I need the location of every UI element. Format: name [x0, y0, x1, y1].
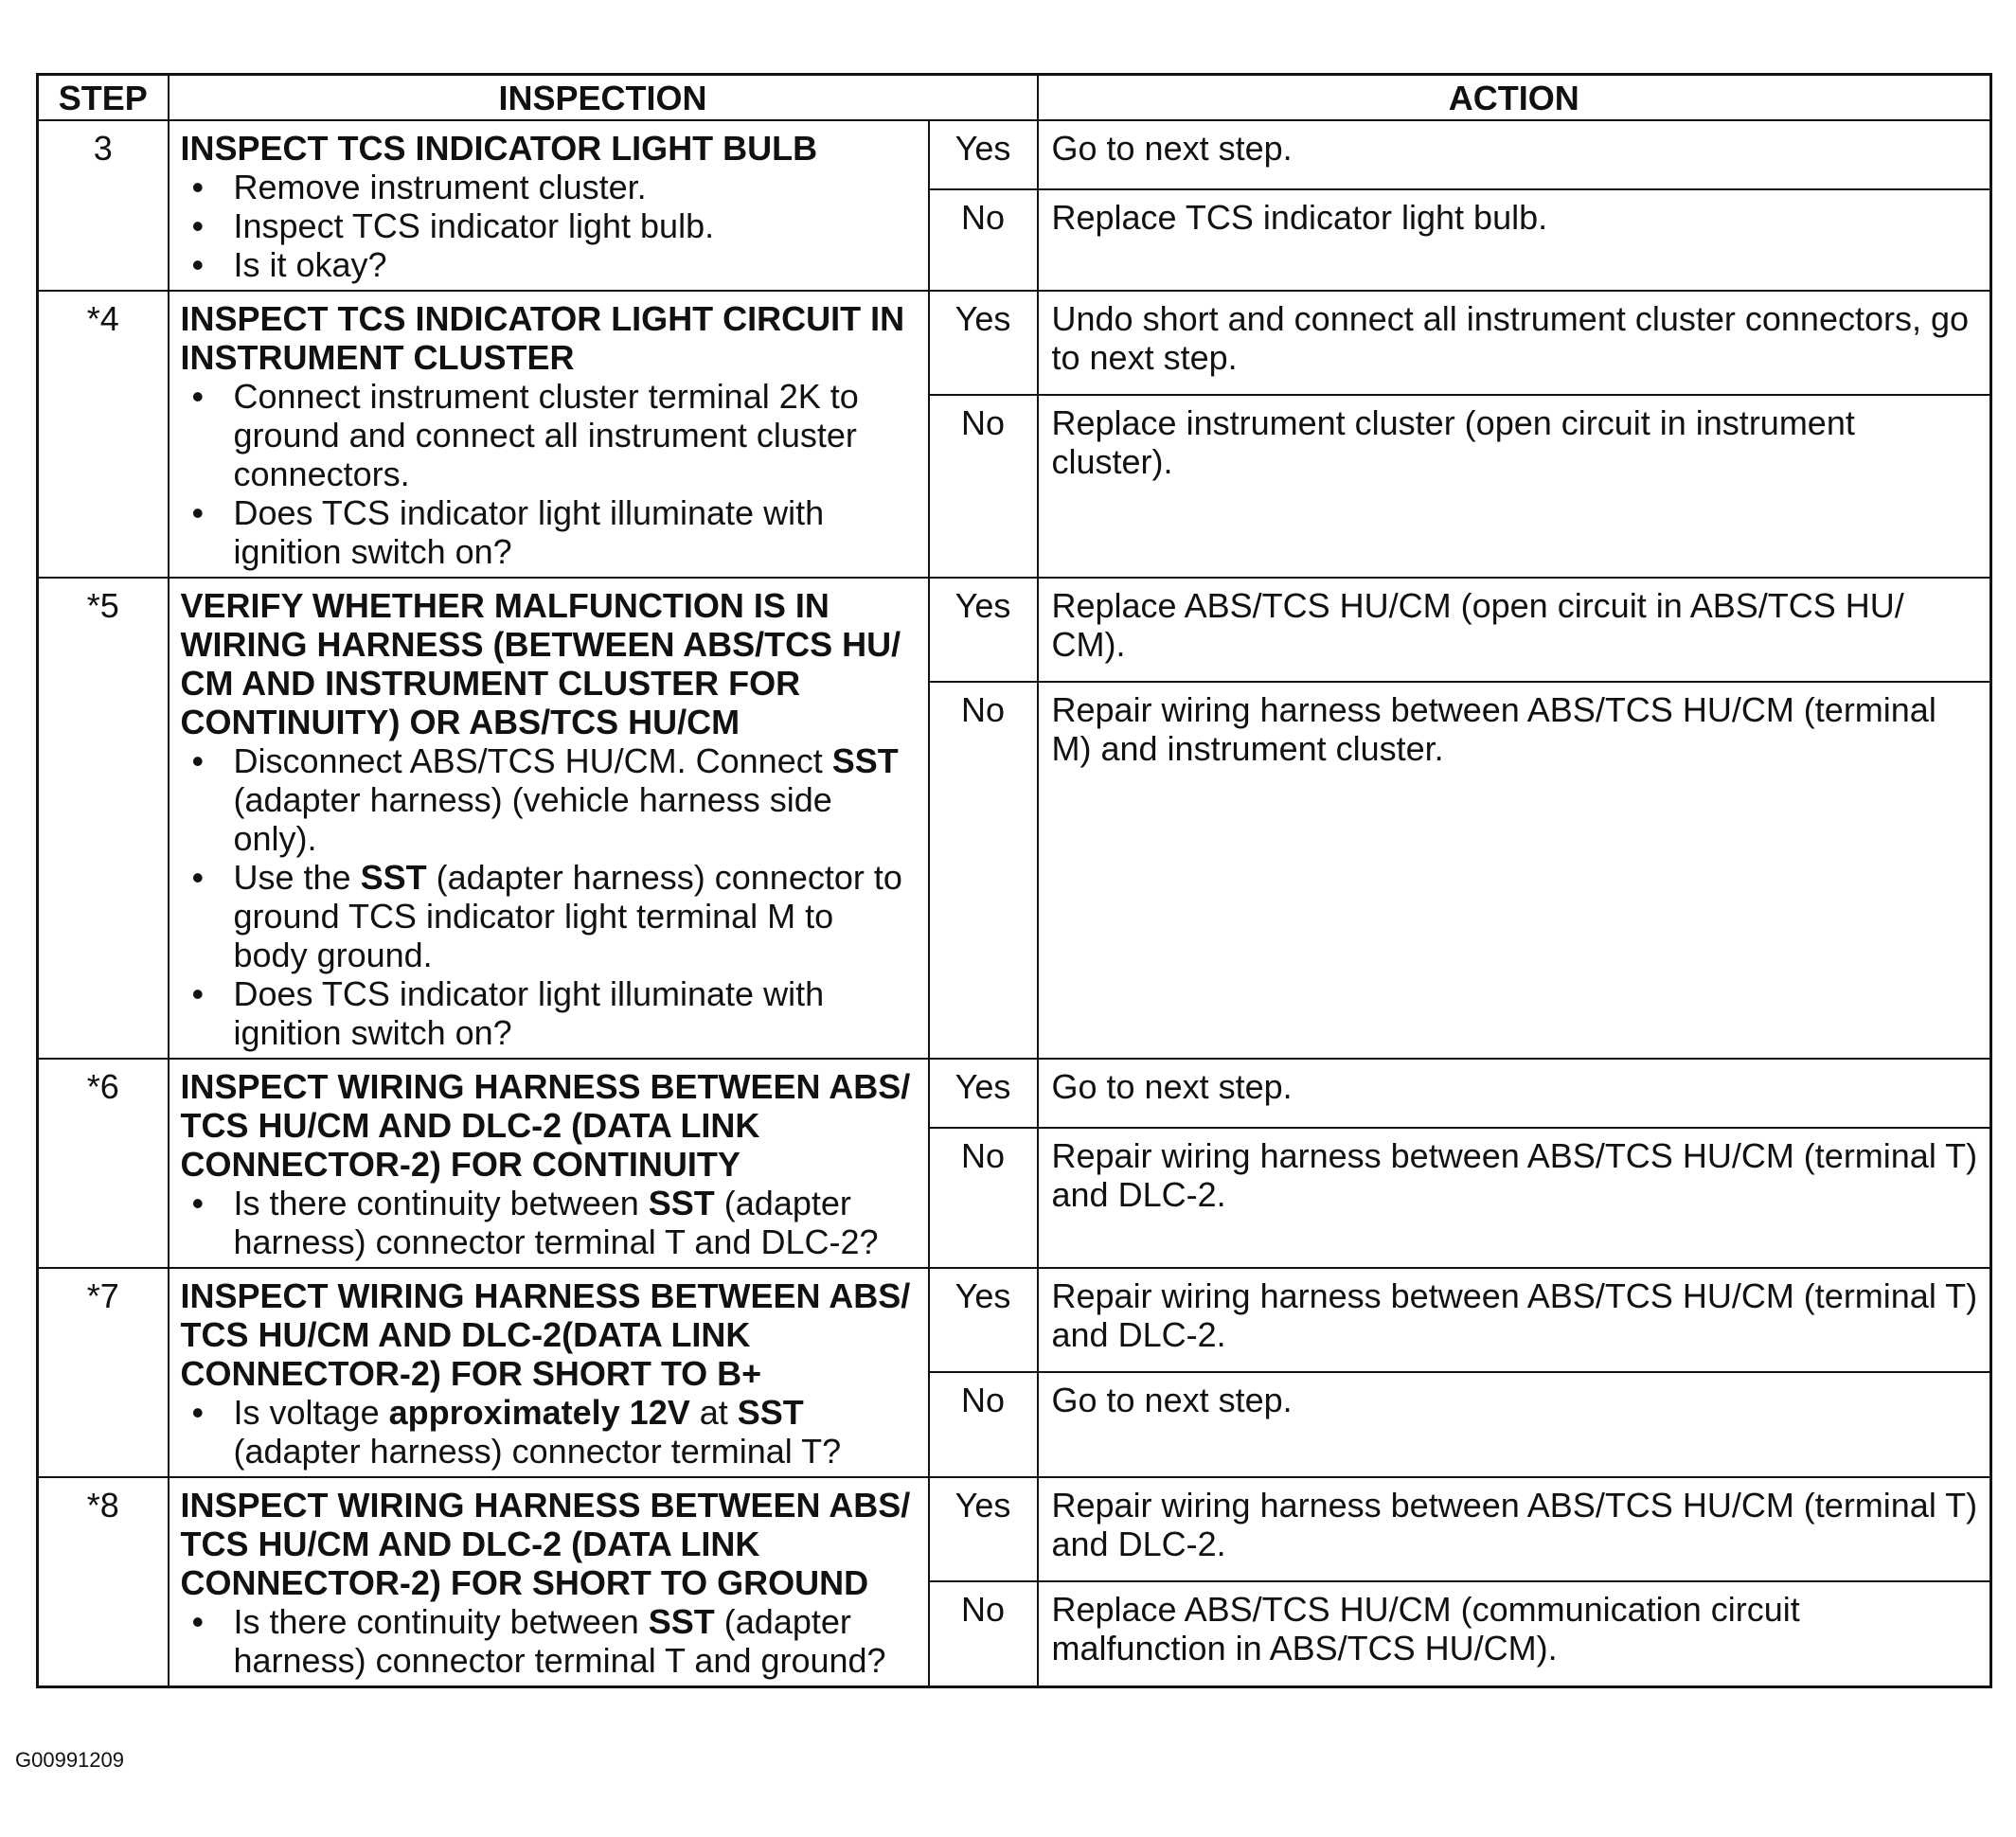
table-row: [38, 1059, 1991, 1128]
no-label: No: [929, 1581, 1038, 1687]
inspection-bullet: [234, 245, 915, 284]
bullet-text: (adapter harness) connector to ground TCS indicator light terminal M to body ground.: [233, 858, 902, 974]
no-label: No: [929, 189, 1038, 291]
yes-action: Go to next step.: [1038, 120, 1991, 189]
inspection-cell: [169, 1059, 929, 1268]
inspection-bullet: [234, 974, 915, 1052]
step-number: 3: [38, 120, 169, 291]
inspection-bullets: [181, 1602, 915, 1680]
inspection-bullet: [234, 741, 915, 858]
step-number: *5: [38, 578, 169, 1059]
inspection-title: INSPECT WIRING HARNESS BETWEEN ABS/ TCS HU/CM AND DLC-2 (DATA LINK CONNECTOR-2) FOR CONTINUITY: [180, 1067, 911, 1184]
inspection-bullet: [234, 493, 915, 571]
bullet-text: (adapter harness) connector terminal T and ground?: [233, 1602, 886, 1680]
bullet-bold-text: SST: [648, 1184, 715, 1222]
bullet-text: Is voltage: [233, 1393, 389, 1432]
inspection-bullets: [181, 168, 915, 284]
inspection-bullets: [181, 741, 915, 1052]
table-row: [38, 1477, 1991, 1581]
bullet-bold-text: SST: [831, 741, 899, 780]
bullet-text: Does TCS indicator light illuminate with ignition switch on?: [233, 974, 825, 1052]
yes-label: Yes: [929, 120, 1038, 189]
table-row: [38, 1268, 1991, 1372]
header-step: STEP: [38, 75, 169, 121]
bullet-text: Inspect TCS indicator light bulb.: [233, 206, 715, 245]
inspection-title: INSPECT WIRING HARNESS BETWEEN ABS/ TCS HU/CM AND DLC-2 (DATA LINK CONNECTOR-2) FOR SHORT TO GROUND: [180, 1486, 911, 1602]
step-number: *8: [38, 1477, 169, 1687]
no-action: Repair wiring harness between ABS/TCS HU/CM (terminal T) and DLC-2.: [1038, 1128, 1991, 1268]
inspection-cell: [169, 291, 929, 578]
yes-label: Yes: [929, 1268, 1038, 1372]
inspection-cell: [169, 1268, 929, 1477]
inspection-title: INSPECT WIRING HARNESS BETWEEN ABS/ TCS HU/CM AND DLC-2(DATA LINK CONNECTOR-2) FOR SHORT TO B+: [180, 1276, 911, 1393]
no-action: Replace ABS/TCS HU/CM (communication circuit malfunction in ABS/TCS HU/CM).: [1038, 1581, 1991, 1687]
yes-label: Yes: [929, 1059, 1038, 1128]
no-label: No: [929, 682, 1038, 1059]
bullet-text: Use the: [233, 858, 361, 897]
bullet-text: (adapter harness) (vehicle harness side only).: [233, 780, 832, 858]
bullet-bold-text: SST: [360, 858, 427, 897]
yes-action: Repair wiring harness between ABS/TCS HU/CM (terminal T) and DLC-2.: [1038, 1477, 1991, 1581]
bullet-text: Connect instrument cluster terminal 2K to ground and connect all instrument cluster connectors.: [233, 377, 859, 493]
no-action: Repair wiring harness between ABS/TCS HU/CM (terminal M) and instrument cluster.: [1038, 682, 1991, 1059]
step-number: *4: [38, 291, 169, 578]
inspection-cell: [169, 578, 929, 1059]
inspection-title: INSPECT TCS INDICATOR LIGHT BULB: [180, 129, 818, 168]
table-row: [38, 291, 1991, 395]
inspection-title: VERIFY WHETHER MALFUNCTION IS IN WIRING HARNESS (BETWEEN ABS/TCS HU/ CM AND INSTRUMENT CLUSTER FOR CONTINUITY) OR ABS/TCS HU/CM: [180, 586, 901, 741]
table-row: [38, 120, 1991, 189]
inspection-cell: [169, 120, 929, 291]
yes-label: Yes: [929, 291, 1038, 395]
bullet-text: Is there continuity between: [233, 1184, 649, 1222]
no-label: No: [929, 395, 1038, 578]
inspection-bullets: [181, 377, 915, 571]
bullet-text: Is there continuity between: [233, 1602, 649, 1641]
inspection-bullet: [234, 858, 915, 974]
yes-label: Yes: [929, 578, 1038, 682]
inspection-title: INSPECT TCS INDICATOR LIGHT CIRCUIT IN INSTRUMENT CLUSTER: [180, 299, 905, 377]
yes-action: Repair wiring harness between ABS/TCS HU/CM (terminal T) and DLC-2.: [1038, 1268, 1991, 1372]
inspection-bullet: [234, 1602, 915, 1680]
no-label: No: [929, 1128, 1038, 1268]
table-body: [38, 120, 1991, 1687]
no-action: Replace instrument cluster (open circuit in instrument cluster).: [1038, 395, 1991, 578]
inspection-bullet: [234, 206, 915, 245]
inspection-bullet: [234, 1184, 915, 1261]
header-action: ACTION: [1038, 75, 1991, 121]
inspection-bullets: [181, 1184, 915, 1261]
bullet-bold-text: SST: [737, 1393, 804, 1432]
bullet-bold-text: SST: [648, 1602, 715, 1641]
yes-label: Yes: [929, 1477, 1038, 1581]
bullet-text: Disconnect ABS/TCS HU/CM. Connect: [233, 741, 832, 780]
header-inspection: INSPECTION: [169, 75, 1038, 121]
step-number: *7: [38, 1268, 169, 1477]
bullet-text: Is it okay?: [233, 245, 387, 284]
yes-action: Replace ABS/TCS HU/CM (open circuit in ABS/TCS HU/ CM).: [1038, 578, 1991, 682]
step-number: *6: [38, 1059, 169, 1268]
diagnostic-table: [36, 73, 1992, 1688]
bullet-text: (adapter harness) connector terminal T?: [233, 1432, 842, 1471]
bullet-bold-text: approximately 12V: [388, 1393, 690, 1432]
no-action: Replace TCS indicator light bulb.: [1038, 189, 1991, 291]
no-action: Go to next step.: [1038, 1372, 1991, 1477]
yes-action: Undo short and connect all instrument cluster connectors, go to next step.: [1038, 291, 1991, 395]
table-row: [38, 578, 1991, 682]
inspection-cell: [169, 1477, 929, 1687]
inspection-bullet: [234, 1393, 915, 1471]
bullet-text: (adapter harness) connector terminal T and DLC-2?: [233, 1184, 879, 1261]
yes-action: Go to next step.: [1038, 1059, 1991, 1128]
bullet-text: at: [689, 1393, 738, 1432]
no-label: No: [929, 1372, 1038, 1477]
table-header-row: [38, 75, 1991, 121]
inspection-bullets: [181, 1393, 915, 1471]
bullet-text: Does TCS indicator light illuminate with ignition switch on?: [233, 493, 825, 571]
figure-code: G00991209: [15, 1748, 124, 1772]
inspection-bullet: [234, 168, 915, 206]
bullet-text: Remove instrument cluster.: [233, 168, 647, 206]
inspection-bullet: [234, 377, 915, 493]
